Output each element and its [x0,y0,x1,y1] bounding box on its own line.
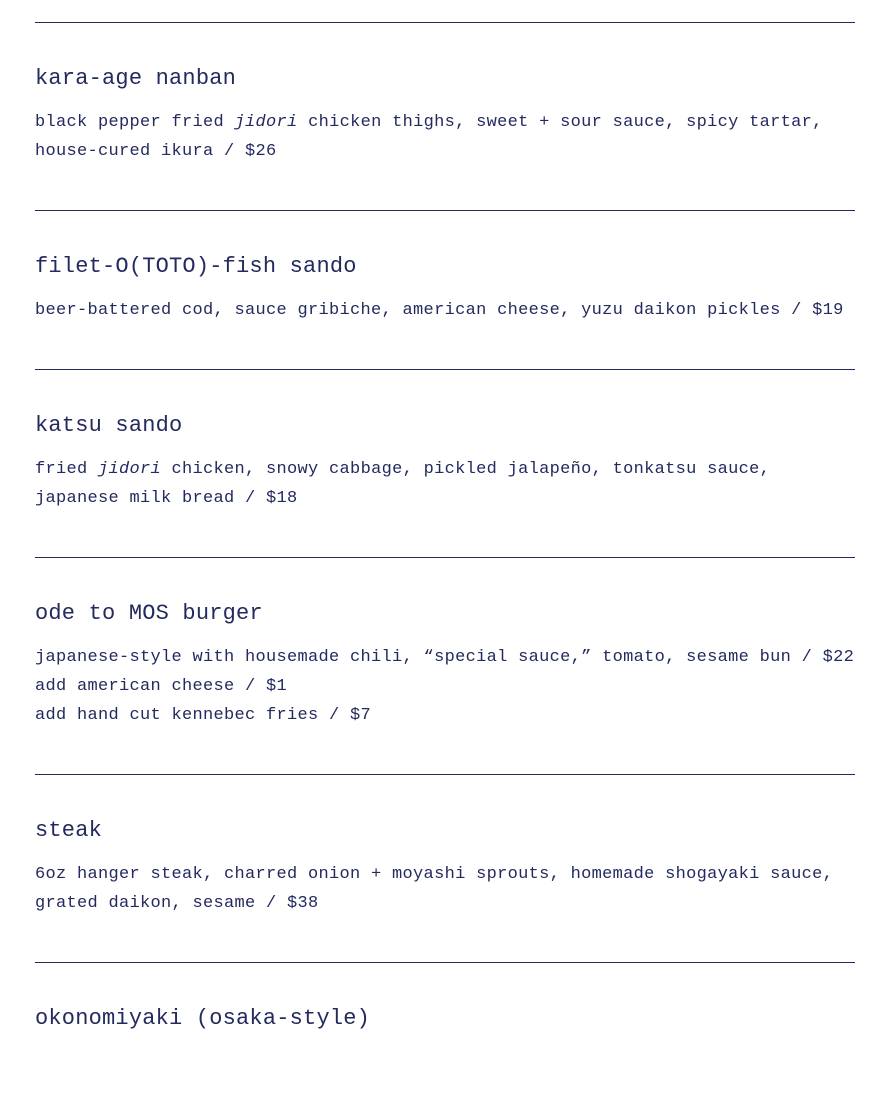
item-price: / $19 [780,301,844,320]
item-price: / $18 [234,489,298,508]
item-price: / $38 [266,894,319,913]
item-description-italic: jidori [234,113,298,132]
item-name: ode to MOS burger [35,601,263,626]
item-price: / $26 [224,142,277,161]
item-description-text: japanese-style with housemade chili, “special sauce,” tomato, sesame bun [35,648,792,667]
item-description-text: beer-battered cod, sauce gribiche, american cheese, yuzu daikon pickles [35,301,781,320]
menu-item-steak [35,774,855,962]
item-description-text: chicken thighs, sweet + sour sauce, spicy tartar, house-cured ikura [35,113,823,161]
item-description [35,860,855,918]
addon-line: add hand cut kennebec fries / $7 [35,706,372,725]
item-description-text: chicken, snowy cabbage, pickled jalapeño, tonkatsu sauce, japanese milk bread [35,460,771,508]
item-description [35,455,855,513]
menu-item-katsu-sando [35,369,855,557]
addon-line: add american cheese / $1 [35,677,288,696]
item-name: filet-O(TOTO)-fish sando [35,254,357,279]
menu-list [35,22,855,1076]
item-name: steak [35,818,103,843]
menu-item-kara-age-nanban [35,22,855,210]
item-name: katsu sando [35,413,183,438]
item-description-text: black pepper fried [35,113,235,132]
item-description [35,108,855,166]
menu-item-ode-to-mos-burger [35,557,855,774]
item-description-text: fried [35,460,99,479]
item-name: kara-age nanban [35,66,237,91]
menu-item-filet-o-toto-fish-sando [35,210,855,369]
item-description [35,296,855,325]
item-price: / $22 [791,648,855,667]
item-description-text: 6oz hanger steak, charred onion + moyashi sprouts, homemade shogayaki sauce, grated daikon, sesame [35,865,834,913]
item-description [35,643,855,730]
item-name: okonomiyaki (osaka-style) [35,1006,371,1031]
item-description-italic: jidori [98,460,162,479]
menu-item-okonomiyaki [35,962,855,1076]
